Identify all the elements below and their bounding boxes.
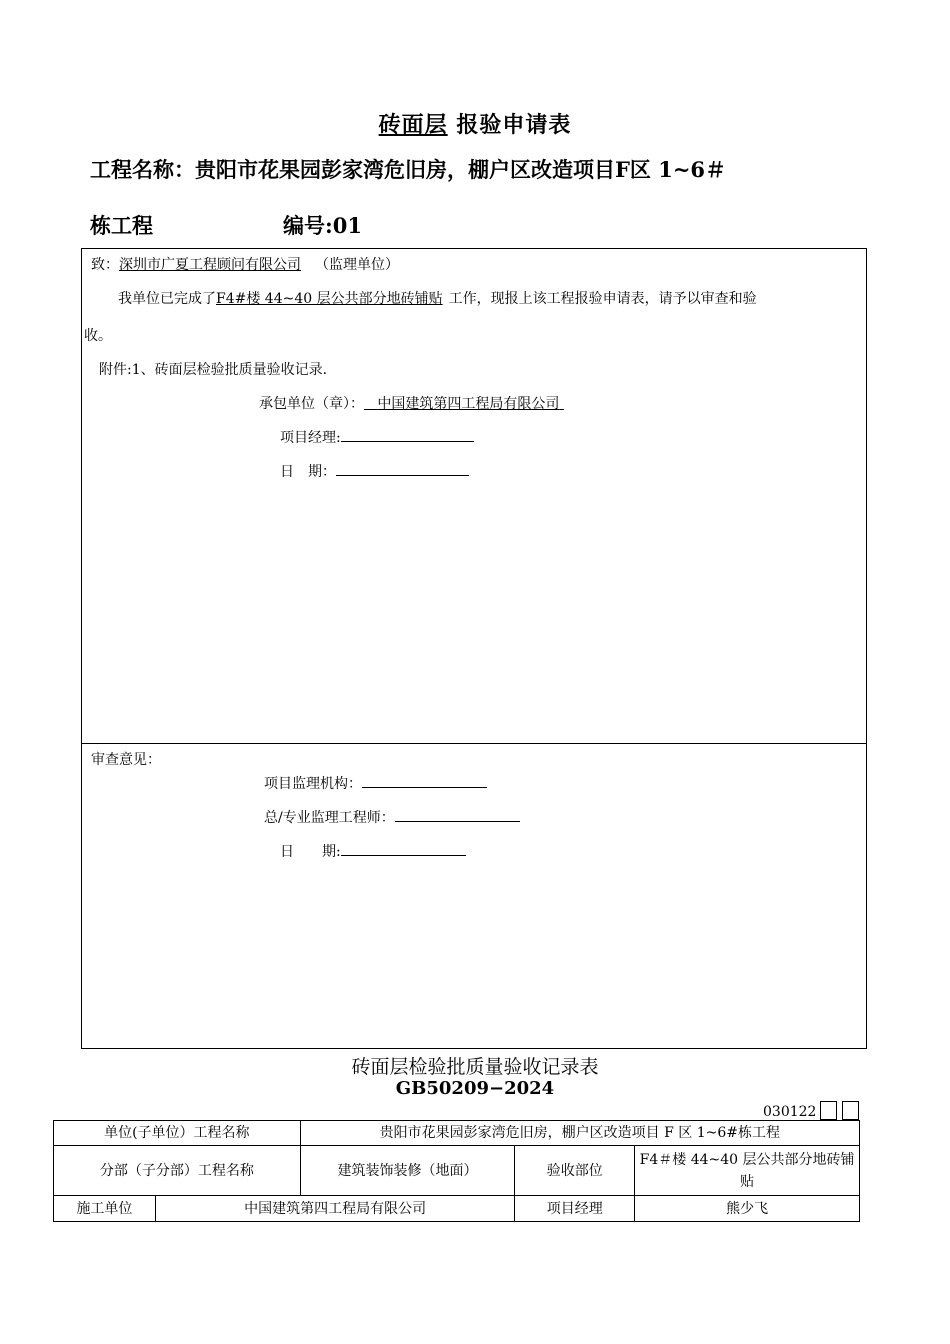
date-label: 日 期：	[280, 464, 336, 480]
attachment-line: 附件:1、砖面层检验批质量验收记录.	[99, 362, 328, 378]
table-pm-label: 项目经理	[515, 1196, 635, 1222]
record-standard: GB50209−2024	[395, 1078, 555, 1099]
code-box-1	[820, 1101, 837, 1120]
review-date-blank	[341, 843, 466, 856]
record-title: 砖面层检验批质量验收记录表	[351, 1056, 599, 1078]
project-name-tail: 栋工程	[90, 213, 153, 238]
record-info-table	[53, 1120, 860, 1222]
title-underlined: 砖面层	[378, 112, 448, 138]
unit-project-label: 单位(子单位）工程名称	[54, 1121, 301, 1146]
acceptance-part-label: 验收部位	[515, 1146, 635, 1196]
form-number: 编号:01	[283, 213, 362, 238]
work-item: F4#楼 44~40 层公共部分地砖铺贴	[216, 291, 443, 307]
body-suffix: 工作，现报上该工程报验申请表，请予以审查和验	[448, 291, 757, 307]
review-engineer-line	[264, 807, 520, 827]
addressee-line	[91, 254, 399, 274]
table-pm-value: 熊少飞	[635, 1196, 860, 1222]
review-engineer-label: 总/专业监理工程师：	[264, 810, 395, 826]
review-label: 审查意见：	[91, 752, 161, 768]
review-org-line	[264, 773, 487, 793]
pm-blank	[341, 429, 474, 442]
table-row	[54, 1196, 860, 1222]
request-body-end: 收。	[84, 328, 112, 344]
record-code: 030122	[763, 1104, 817, 1120]
addressee-prefix: 致：	[91, 257, 119, 273]
project-name-line2	[90, 210, 362, 240]
pm-line	[280, 427, 474, 447]
contractor-line	[259, 393, 564, 413]
review-date-label: 日 期:	[280, 844, 341, 860]
body-prefix: 我单位已完成了	[118, 291, 216, 307]
date-blank	[336, 463, 469, 476]
title-rest: 报验申请表	[456, 112, 572, 138]
request-box	[81, 248, 867, 1049]
sub-project-label: 分部（子分部）工程名称	[54, 1146, 301, 1196]
builder-value: 中国建筑第四工程局有限公司	[155, 1196, 515, 1222]
review-engineer-blank	[395, 809, 520, 822]
code-box-2	[842, 1101, 859, 1120]
contractor-label: 承包单位（章）：	[259, 396, 364, 412]
project-name-line1: 工程名称：贵阳市花果园彭家湾危旧房，棚户区改造项目F区 1~6＃	[90, 157, 727, 182]
review-org-blank	[362, 775, 487, 788]
review-date-line	[280, 841, 466, 861]
request-body	[118, 288, 757, 308]
section-divider	[82, 743, 866, 744]
pm-label: 项目经理:	[280, 430, 341, 446]
supervisor-note: （监理单位）	[315, 257, 399, 273]
contractor-name: 中国建筑第四工程局有限公司	[377, 396, 560, 412]
supervisor-name: 深圳市广夏工程顾问有限公司	[119, 257, 301, 273]
unit-project-value: 贵阳市花果园彭家湾危旧房，棚户区改造项目 F 区 1~6#栋工程	[300, 1121, 859, 1146]
page-title	[0, 108, 950, 139]
table-row	[54, 1121, 860, 1146]
sub-project-value: 建筑装饰装修（地面）	[300, 1146, 515, 1196]
review-org-label: 项目监理机构：	[264, 776, 362, 792]
builder-label: 施工单位	[54, 1196, 156, 1222]
date-line	[280, 461, 469, 481]
acceptance-part-value: F4＃楼 44~40 层公共部分地砖铺贴	[635, 1146, 860, 1196]
table-row	[54, 1146, 860, 1196]
